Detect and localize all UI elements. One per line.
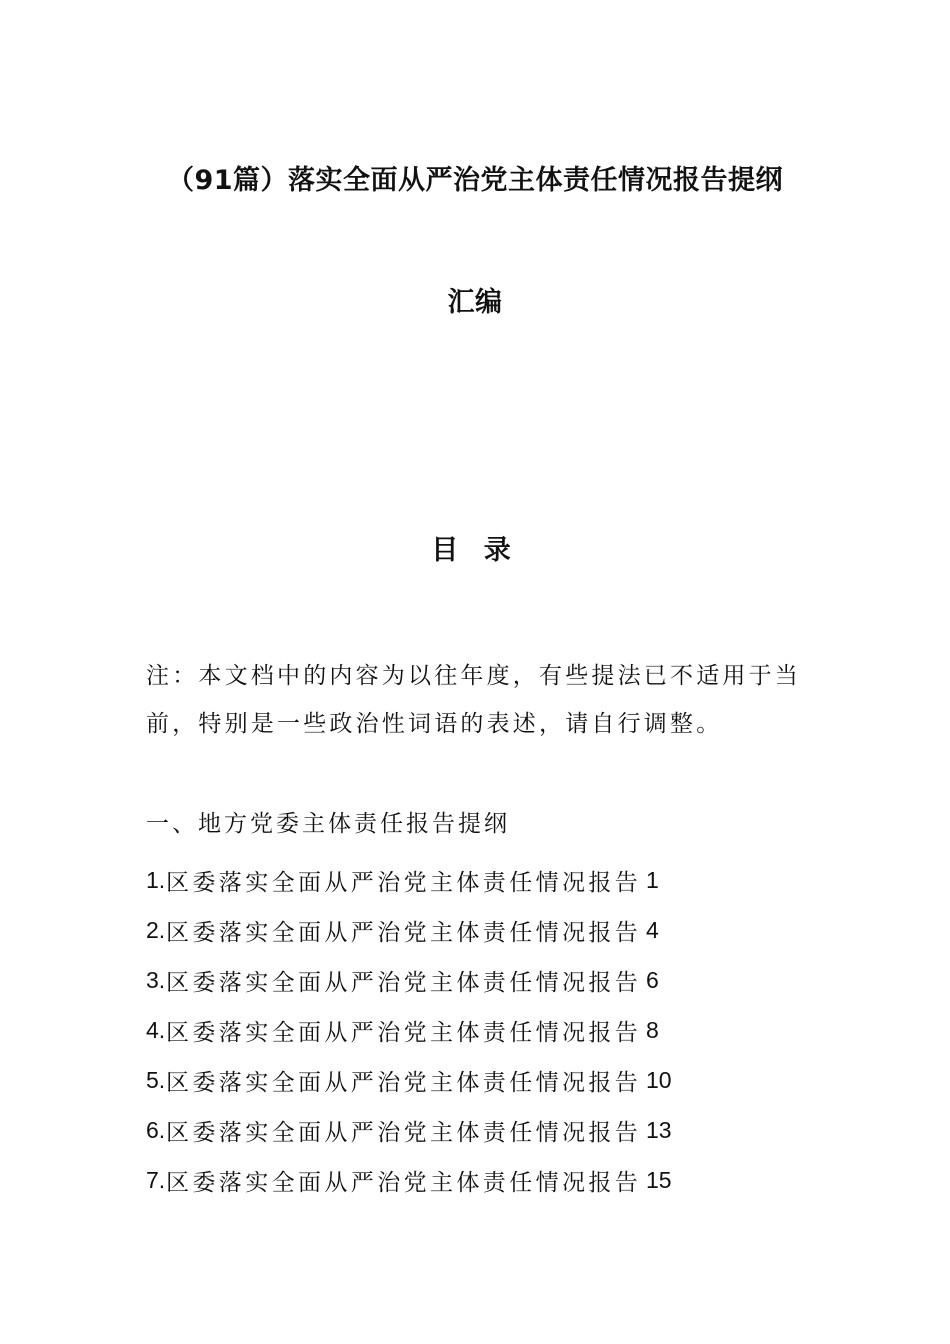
toc-item-number: 3. bbox=[146, 966, 166, 993]
toc-item[interactable] bbox=[146, 1155, 672, 1205]
toc-item-number: 2. bbox=[146, 916, 166, 943]
toc-item-number: 7. bbox=[146, 1166, 166, 1193]
toc-item-page: 8 bbox=[646, 1016, 659, 1043]
toc-item[interactable] bbox=[146, 1005, 672, 1055]
toc-heading: 目 录 bbox=[431, 535, 519, 566]
toc-item-title: 区委落实全面从严治党主体责任情况报告 bbox=[166, 869, 642, 896]
toc-item-page: 1 bbox=[646, 866, 659, 893]
toc-list bbox=[146, 855, 672, 1205]
note-paragraph: 注：本文档中的内容为以往年度，有些提法已不适用于当前，特别是一些政治性词语的表述，请自行调整。 bbox=[146, 663, 801, 737]
toc-item-number: 4. bbox=[146, 1016, 166, 1043]
toc-item-page: 6 bbox=[646, 966, 659, 993]
toc-item[interactable] bbox=[146, 905, 672, 955]
toc-section-heading: 一、地方党委主体责任报告提纲 bbox=[146, 811, 510, 837]
toc-item-title: 区委落实全面从严治党主体责任情况报告 bbox=[166, 969, 642, 996]
toc-item-number: 1. bbox=[146, 866, 166, 893]
toc-item[interactable] bbox=[146, 1105, 672, 1155]
toc-item-page: 4 bbox=[646, 916, 659, 943]
toc-item[interactable] bbox=[146, 855, 672, 905]
toc-item-page: 15 bbox=[646, 1166, 672, 1193]
toc-item-page: 10 bbox=[646, 1066, 672, 1093]
document-title-line-2: 汇编 bbox=[447, 287, 503, 318]
toc-item-title: 区委落实全面从严治党主体责任情况报告 bbox=[166, 919, 642, 946]
toc-item-title: 区委落实全面从严治党主体责任情况报告 bbox=[166, 1119, 642, 1146]
toc-item-title: 区委落实全面从严治党主体责任情况报告 bbox=[166, 1019, 642, 1046]
toc-item-title: 区委落实全面从严治党主体责任情况报告 bbox=[166, 1069, 642, 1096]
toc-item[interactable] bbox=[146, 955, 672, 1005]
toc-item-number: 6. bbox=[146, 1116, 166, 1143]
toc-item-title: 区委落实全面从严治党主体责任情况报告 bbox=[166, 1169, 642, 1196]
toc-item-number: 5. bbox=[146, 1066, 166, 1093]
toc-item-page: 13 bbox=[646, 1116, 672, 1143]
toc-item[interactable] bbox=[146, 1055, 672, 1105]
document-title-line-1: （91篇）落实全面从严治党主体责任情况报告提纲 bbox=[166, 165, 784, 196]
